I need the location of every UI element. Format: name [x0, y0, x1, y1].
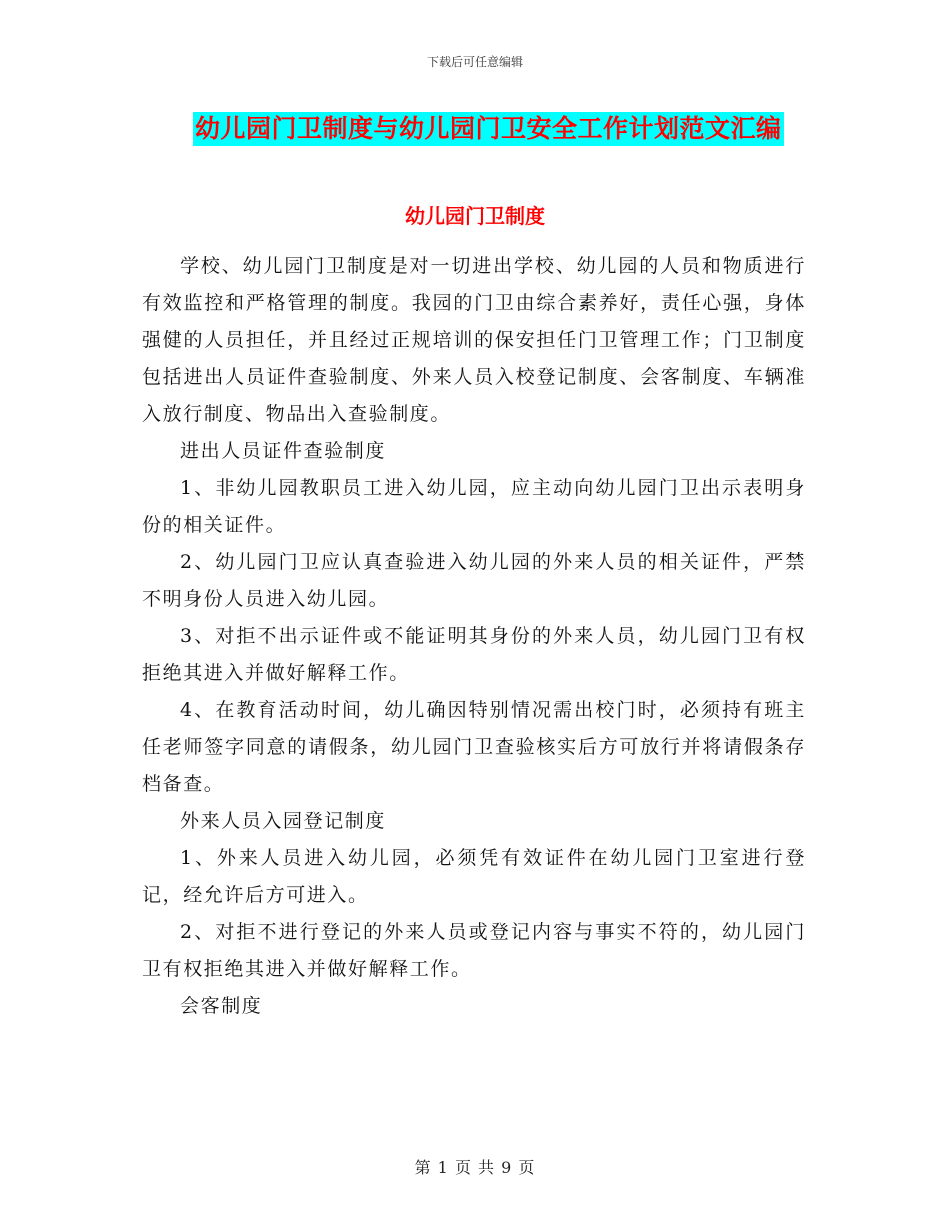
rule-paragraph: 3、对拒不出示证件或不能证明其身份的外来人员，幼儿园门卫有权拒绝其进入并做好解释工作。 — [142, 625, 806, 684]
subheading-visitor-registration: 外来人员入园登记制度 — [180, 810, 387, 832]
subheading-id-check: 进出人员证件查验制度 — [180, 440, 387, 462]
rule-paragraph: 2、对拒不进行登记的外来人员或登记内容与事实不符的，幼儿园门卫有权拒绝其进入并做好解释工作。 — [142, 921, 806, 980]
page-number: 第 1 页 共 9 页 — [414, 1158, 536, 1177]
rule-paragraph: 4、在教育活动时间，幼儿确因特别情况需出校门时，必须持有班主任老师签字同意的请假条，幼儿园门卫查验核实后方可放行并将请假条存档备查。 — [142, 699, 806, 795]
header-note: 下载后可任意编辑 — [426, 55, 523, 69]
rule-paragraph: 1、外来人员进入幼儿园，必须凭有效证件在幼儿园门卫室进行登记，经允许后方可进入。 — [142, 847, 806, 906]
section-title: 幼儿园门卫制度 — [405, 204, 545, 228]
rule-paragraph: 1、非幼儿园教职员工进入幼儿园，应主动向幼儿园门卫出示表明身份的相关证件。 — [142, 477, 806, 536]
intro-paragraph: 学校、幼儿园门卫制度是对一切进出学校、幼儿园的人员和物质进行有效监控和严格管理的制度。我园的门卫由综合素养好，责任心强，身体强健的人员担任，并且经过正规培训的保安担任门卫管理工作；门卫制度包括进出人员证件查验制度、外来人员入校登记制度、会客制度、车辆准入放行制度、物品出入查验制度。 — [142, 255, 806, 425]
document-body — [142, 248, 806, 1025]
document-title: 幼儿园门卫制度与幼儿园门卫安全工作计划范文汇编 — [193, 112, 784, 146]
subheading-guest-reception: 会客制度 — [180, 995, 263, 1017]
rule-paragraph: 2、幼儿园门卫应认真查验进入幼儿园的外来人员的相关证件，严禁不明身份人员进入幼儿园。 — [142, 551, 806, 610]
